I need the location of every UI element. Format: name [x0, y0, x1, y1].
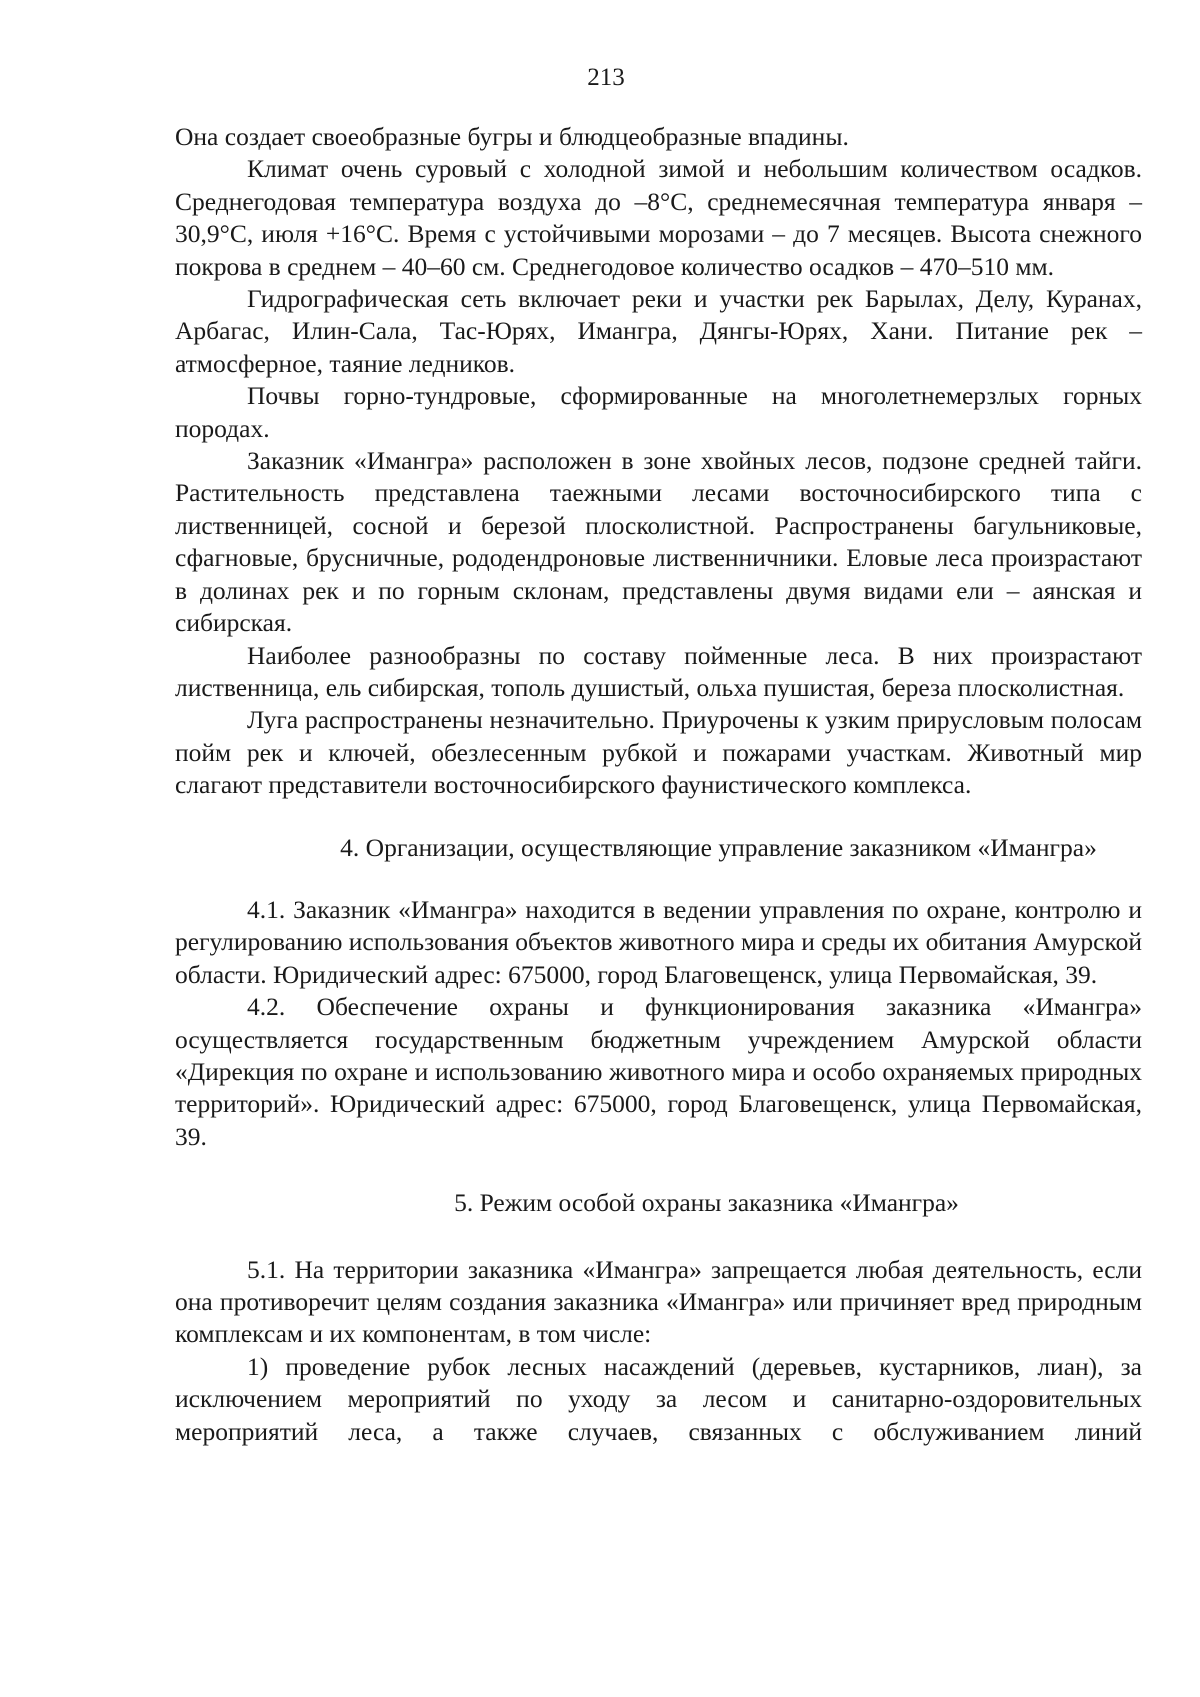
- section-heading-management: 4. Организации, осуществляющие управление заказником «Имангра»: [340, 832, 1097, 862]
- paragraph-floodplain-forests: Наиболее разнообразны по составу пойменные леса. В них произрастают лиственница, ель сибирская, тополь душистый, ольха пушистая, береза плосколистная.: [175, 640, 1142, 702]
- paragraph-soils: Почвы горно-тундровые, сформированные на многолетнемерзлых горных породах.: [175, 381, 1142, 443]
- paragraph-hydrography: Гидрографическая сеть включает реки и участки рек Барылах, Делу, Куранах, Арбагас, Илин-Сала, Тас-Юрях, Имангра, Дянгы-Юрях, Хани. Питание рек – атмосферное, таяние ледников.: [175, 284, 1142, 378]
- page-number: 213: [587, 64, 625, 91]
- paragraph-meadows-fauna: Луга распространены незначительно. Приурочены к узким прирусловым полосам пойм рек и ключей, обезлесенным рубкой и пожарами участкам. Животный мир слагают представители восточносибирского фаунистического комплекса.: [175, 705, 1142, 800]
- paragraph-climate: Климат очень суровый с холодной зимой и небольшим количеством осадков. Среднегодовая температура воздуха до –8°С, среднемесячная температура января –30,9°С, июля +16°С. Время с устойчивыми морозами – до 7 месяцев. Высота снежного покрова в среднем – 40–60 см. Среднегодовое количество осадков – 470–510 мм.: [175, 154, 1142, 281]
- paragraph-5-1-item-1: 1) проведение рубок лесных насаждений (деревьев, кустарников, лиан), за исключением мероприятий по уходу за лесом и санитарно-оздоровительных мероприятий леса, а также случаев, связанных с обслуживанием линий: [175, 1351, 1142, 1446]
- section-heading-protection-regime: 5. Режим особой охраны заказника «Имангра»: [454, 1188, 959, 1218]
- paragraph-4-1: 4.1. Заказник «Имангра» находится в ведении управления по охране, контролю и регулированию использования объектов животного мира и среды их обитания Амурской области. Юридический адрес: 675000, город Благовещенск, улица Первомайская, 39.: [175, 894, 1142, 989]
- document-body: [175, 121, 1142, 1448]
- paragraph-relief-continuation: Она создает своеобразные бугры и блюдцеобразные впадины.: [175, 122, 849, 151]
- paragraph-vegetation: Заказник «Имангра» расположен в зоне хвойных лесов, подзоне средней тайги. Растительность представлена таежными лесами восточносибирского типа с лиственницей, сосной и березой плосколистной. Распространены багульниковые, сфагновые, брусничные, рододендроновые лиственничники. Еловые леса произрастают в долинах рек и по горным склонам, представлены двумя видами ели – аянская и сибирская.: [175, 446, 1142, 638]
- paragraph-5-1: 5.1. На территории заказника «Имангра» запрещается любая деятельность, если она противоречит целям создания заказника «Имангра» или причиняет вред природным комплексам и их компонентам, в том числе:: [175, 1254, 1142, 1349]
- paragraph-4-2: 4.2. Обеспечение охраны и функционирования заказника «Имангра» осуществляется государственным бюджетным учреждением Амурской области «Дирекция по охране и использованию животного мира и особо охраняемых природных территорий». Юридический адрес: 675000, город Благовещенск, улица Первомайская, 39.: [175, 992, 1142, 1151]
